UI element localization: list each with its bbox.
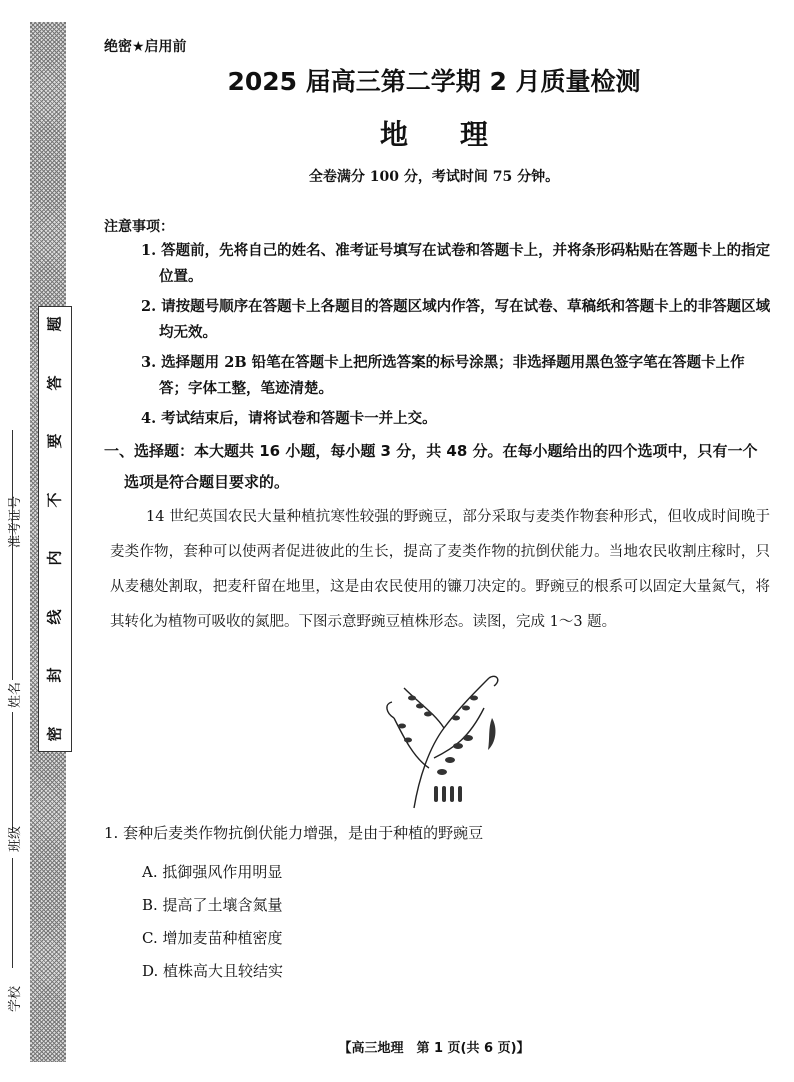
seal-char: 密: [45, 726, 64, 742]
notice-item: 1. 答题前，先将自己的姓名、准考证号填写在试卷和答题卡上，并将条形码粘贴在答题卡上的指定位置。: [141, 242, 771, 285]
vetch-plant-figure: [374, 668, 514, 818]
option-d: D. 植株高大且较结实: [142, 962, 284, 980]
notice-heading: 注意事项：: [104, 219, 174, 235]
notice-list: [141, 238, 771, 436]
secret-label: 绝密★启用前: [104, 39, 187, 55]
seal-char: 答: [45, 375, 64, 391]
notice-item: 4. 考试结束后，请将试卷和答题卡一并上交。: [141, 410, 437, 427]
option-a: A. 抵御强风作用明显: [142, 863, 283, 881]
notice-item: 3. 选择题用 2B 铅笔在答题卡上把所选答案的标号涂黑；非选择题用黑色签字笔在答题卡上作答；字体工整，笔迹清楚。: [141, 354, 745, 397]
school-field-label: 学校: [8, 985, 23, 1012]
field-line: [12, 712, 13, 832]
seal-char: 不: [45, 492, 64, 508]
name-field-label: 姓名: [8, 681, 23, 708]
exam-id-field-label: 准考证号: [8, 495, 23, 548]
score-time-line: 全卷满分 100 分，考试时间 75 分钟。: [308, 169, 560, 185]
subject-title: 地理: [379, 118, 540, 151]
question-1-stem: 1. 套种后麦类作物抗倒伏能力增强，是由于种植的野豌豆: [104, 824, 484, 842]
section-heading: 一、选择题：本大题共 16 小题，每小题 3 分，共 48 分。在每小题给出的四个选项中，只有一个选项是符合题目要求的。: [104, 442, 758, 491]
option-b: B. 提高了土壤含氮量: [142, 896, 283, 914]
question-1-options: [142, 856, 283, 988]
seal-char: 封: [45, 667, 64, 683]
seal-line-box: [38, 306, 72, 752]
seal-char: 线: [45, 609, 64, 625]
option-c: C. 增加麦苗种植密度: [142, 929, 283, 947]
seal-char: 要: [45, 433, 64, 449]
binding-strip: [0, 0, 100, 1082]
field-line: [12, 430, 13, 680]
class-field-label: 班级: [8, 825, 23, 852]
exam-title: 2025 届高三第二学期 2 月质量检测: [227, 67, 641, 96]
field-line: [12, 858, 13, 968]
passage-text: 14 世纪英国农民大量种植抗寒性较强的野豌豆，部分采取与麦类作物套种形式，但收成时间晚于麦类作物，套种可以使两者促进彼此的生长，提高了麦类作物的抗倒伏能力。当地农民收割庄稼时，只从麦穗处割取，把麦秆留在地里，这是由农民使用的镰刀决定的。野豌豆的根系可以固定大量氮气，将其转化为植物可吸收的氮肥。下图示意野豌豆植株形态。读图，完成 1～3 题。: [110, 509, 770, 630]
page-footer: 【高三地理 第 1 页(共 6 页)】: [338, 1041, 530, 1056]
notice-item: 2. 请按题号顺序在答题卡上各题目的答题区域内作答，写在试卷、草稿纸和答题卡上的非答题区域均无效。: [141, 298, 771, 341]
seal-char: 内: [45, 550, 64, 566]
seal-char: 题: [45, 316, 64, 332]
